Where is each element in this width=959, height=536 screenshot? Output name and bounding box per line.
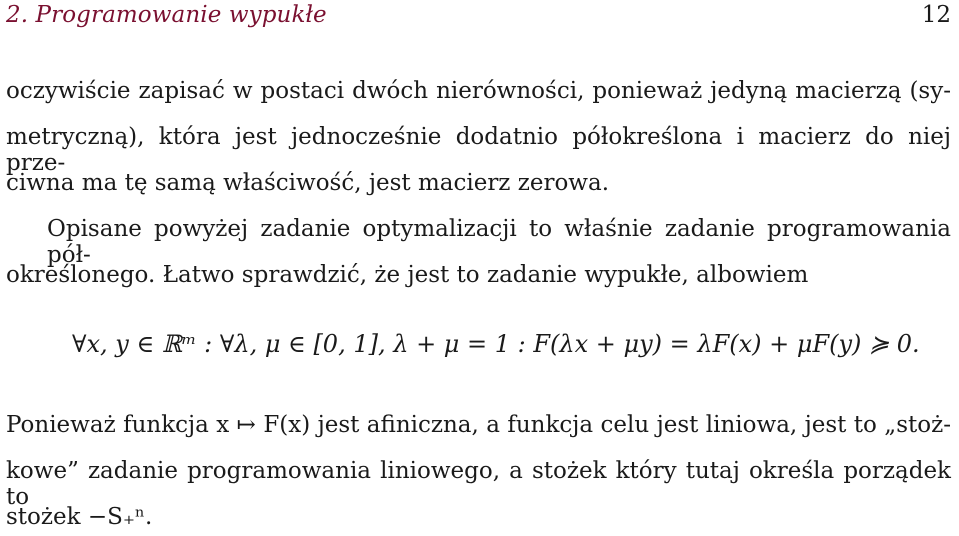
body-line-6: Ponieważ funkcja x ↦ F(x) jest afiniczna, a funkcja celu jest liniowa, jest to „stoż- [6,412,951,438]
body-line-4: Opisane powyżej zadanie optymalizacji to właśnie zadanie programowania pół- [47,216,951,268]
body-line-2: metryczną), która jest jednocześnie dodatnio półokreślona i macierz do niej prze- [6,124,951,176]
body-line-7: kowe” zadanie programowania liniowego, a stożek który tutaj określa porządek to [6,458,951,510]
body-line-3: ciwna ma tę samą właściwość, jest macierz zerowa. [6,170,610,196]
running-header [6,2,951,32]
chapter-title: 2. Programowanie wypukłe [6,2,327,28]
body-line-5: określonego. Łatwo sprawdzić, że jest to zadanie wypukłe, albowiem [6,262,809,288]
body-line-1: oczywiście zapisać w postaci dwóch nierówności, ponieważ jedyną macierzą (sy- [6,78,951,104]
page-number: 12 [921,2,951,28]
body-line-8: stożek −S₊ⁿ. [6,504,153,530]
display-formula: ∀x, y ∈ ℝᵐ : ∀λ, μ ∈ [0, 1], λ + μ = 1 : F(λx + μy) = λF(x) + μF(y) ≽ 0. [72,330,920,358]
